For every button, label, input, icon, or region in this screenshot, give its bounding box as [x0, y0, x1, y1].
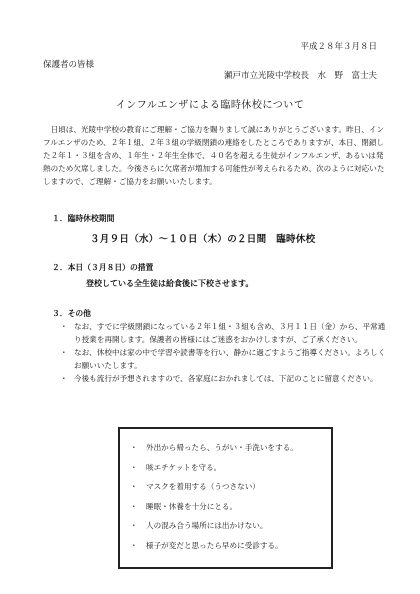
tip-text: マスクを着用する（うつさない） — [146, 482, 260, 492]
intro-paragraph — [43, 123, 385, 188]
section-period-heading: １．臨時休校期間 — [52, 214, 115, 223]
other-notes-list — [60, 320, 390, 385]
tip-text: 人の混み合う場所には出かけない。 — [146, 521, 268, 531]
note-text: なお、休校中は家の中で学習や読書等を行い、静かに過ごすようご指導ください。よろしくお願いいたします。 — [74, 348, 386, 370]
list-item — [130, 497, 298, 517]
bullet-mark: ・ — [60, 348, 68, 357]
list-item — [60, 346, 390, 372]
document-title: インフルエンザによる臨時休校について — [115, 100, 305, 111]
bullet-mark: ・ — [60, 374, 68, 383]
tip-text: 咳エチケットを守る。 — [146, 462, 222, 472]
intro-text: 日頃は、光陵中学校の教育にご理解・ご協力を賜りまして誠にありがとうございます。昨日、インフルエンザのため、２年１組、２年３組の学級閉鎖の連絡をしたところでありますが、本日、閉鎖した２年１・３組を含め、１年生・２年生全体で、４０名を超える生徒がインフルエンザ、あるいは発熱のため欠席しました。今後さらに欠席者が増加する可能性が考えられるため、次のように対応いたしますので、ご理解・ご協力をお願いいたします。 — [43, 125, 385, 186]
bullet-mark: ・ — [130, 443, 138, 452]
tip-text: 睡眠・休養を十分にとる。 — [146, 501, 238, 511]
bullet-mark: ・ — [130, 482, 138, 492]
recipient-line: 保護者の皆様 — [43, 60, 95, 70]
list-item — [60, 372, 390, 385]
bullet-mark: ・ — [130, 521, 138, 531]
bullet-mark: ・ — [130, 462, 138, 472]
list-item — [130, 477, 298, 497]
list-item — [130, 438, 298, 458]
notice-date: 平成２８年３月８日 — [300, 42, 377, 52]
prevention-tips-list — [130, 438, 298, 556]
today-measure-text: 登校している全生徒は給食後に下校させます。 — [86, 279, 254, 288]
closure-period-text: ３月９日（水）～１０日（木）の２日間 臨時休校 — [90, 234, 316, 245]
tip-text: 様子が変だと思ったら早めに受診する。 — [146, 540, 283, 550]
list-item — [130, 458, 298, 478]
bullet-mark: ・ — [60, 322, 68, 331]
note-text: 今後も流行が予想されますので、各家庭におかれましては、下記のことに留意ください。 — [74, 374, 378, 383]
bullet-mark: ・ — [130, 540, 138, 550]
list-item — [130, 516, 298, 536]
list-item — [130, 536, 298, 556]
sender-line: 瀬戸市立光陵中学校長 水 野 富士夫 — [223, 71, 377, 81]
bullet-mark: ・ — [130, 501, 138, 511]
prevention-tips-box — [118, 427, 333, 569]
section-today-heading: ２．本日（３月８日）の措置 — [52, 263, 154, 272]
list-item — [60, 320, 390, 346]
note-text: なお、すでに学級閉鎖になっている２年１組・３組も含め、３月１１日（金）から、平常通り授業を再開します。保護者の皆様にはご迷惑をおかけしますが、ご了承ください。 — [74, 322, 386, 344]
tip-text: 外出から帰ったら、うがい・手洗いをする。 — [146, 443, 298, 452]
section-other-heading: ３．その他 — [52, 309, 91, 318]
